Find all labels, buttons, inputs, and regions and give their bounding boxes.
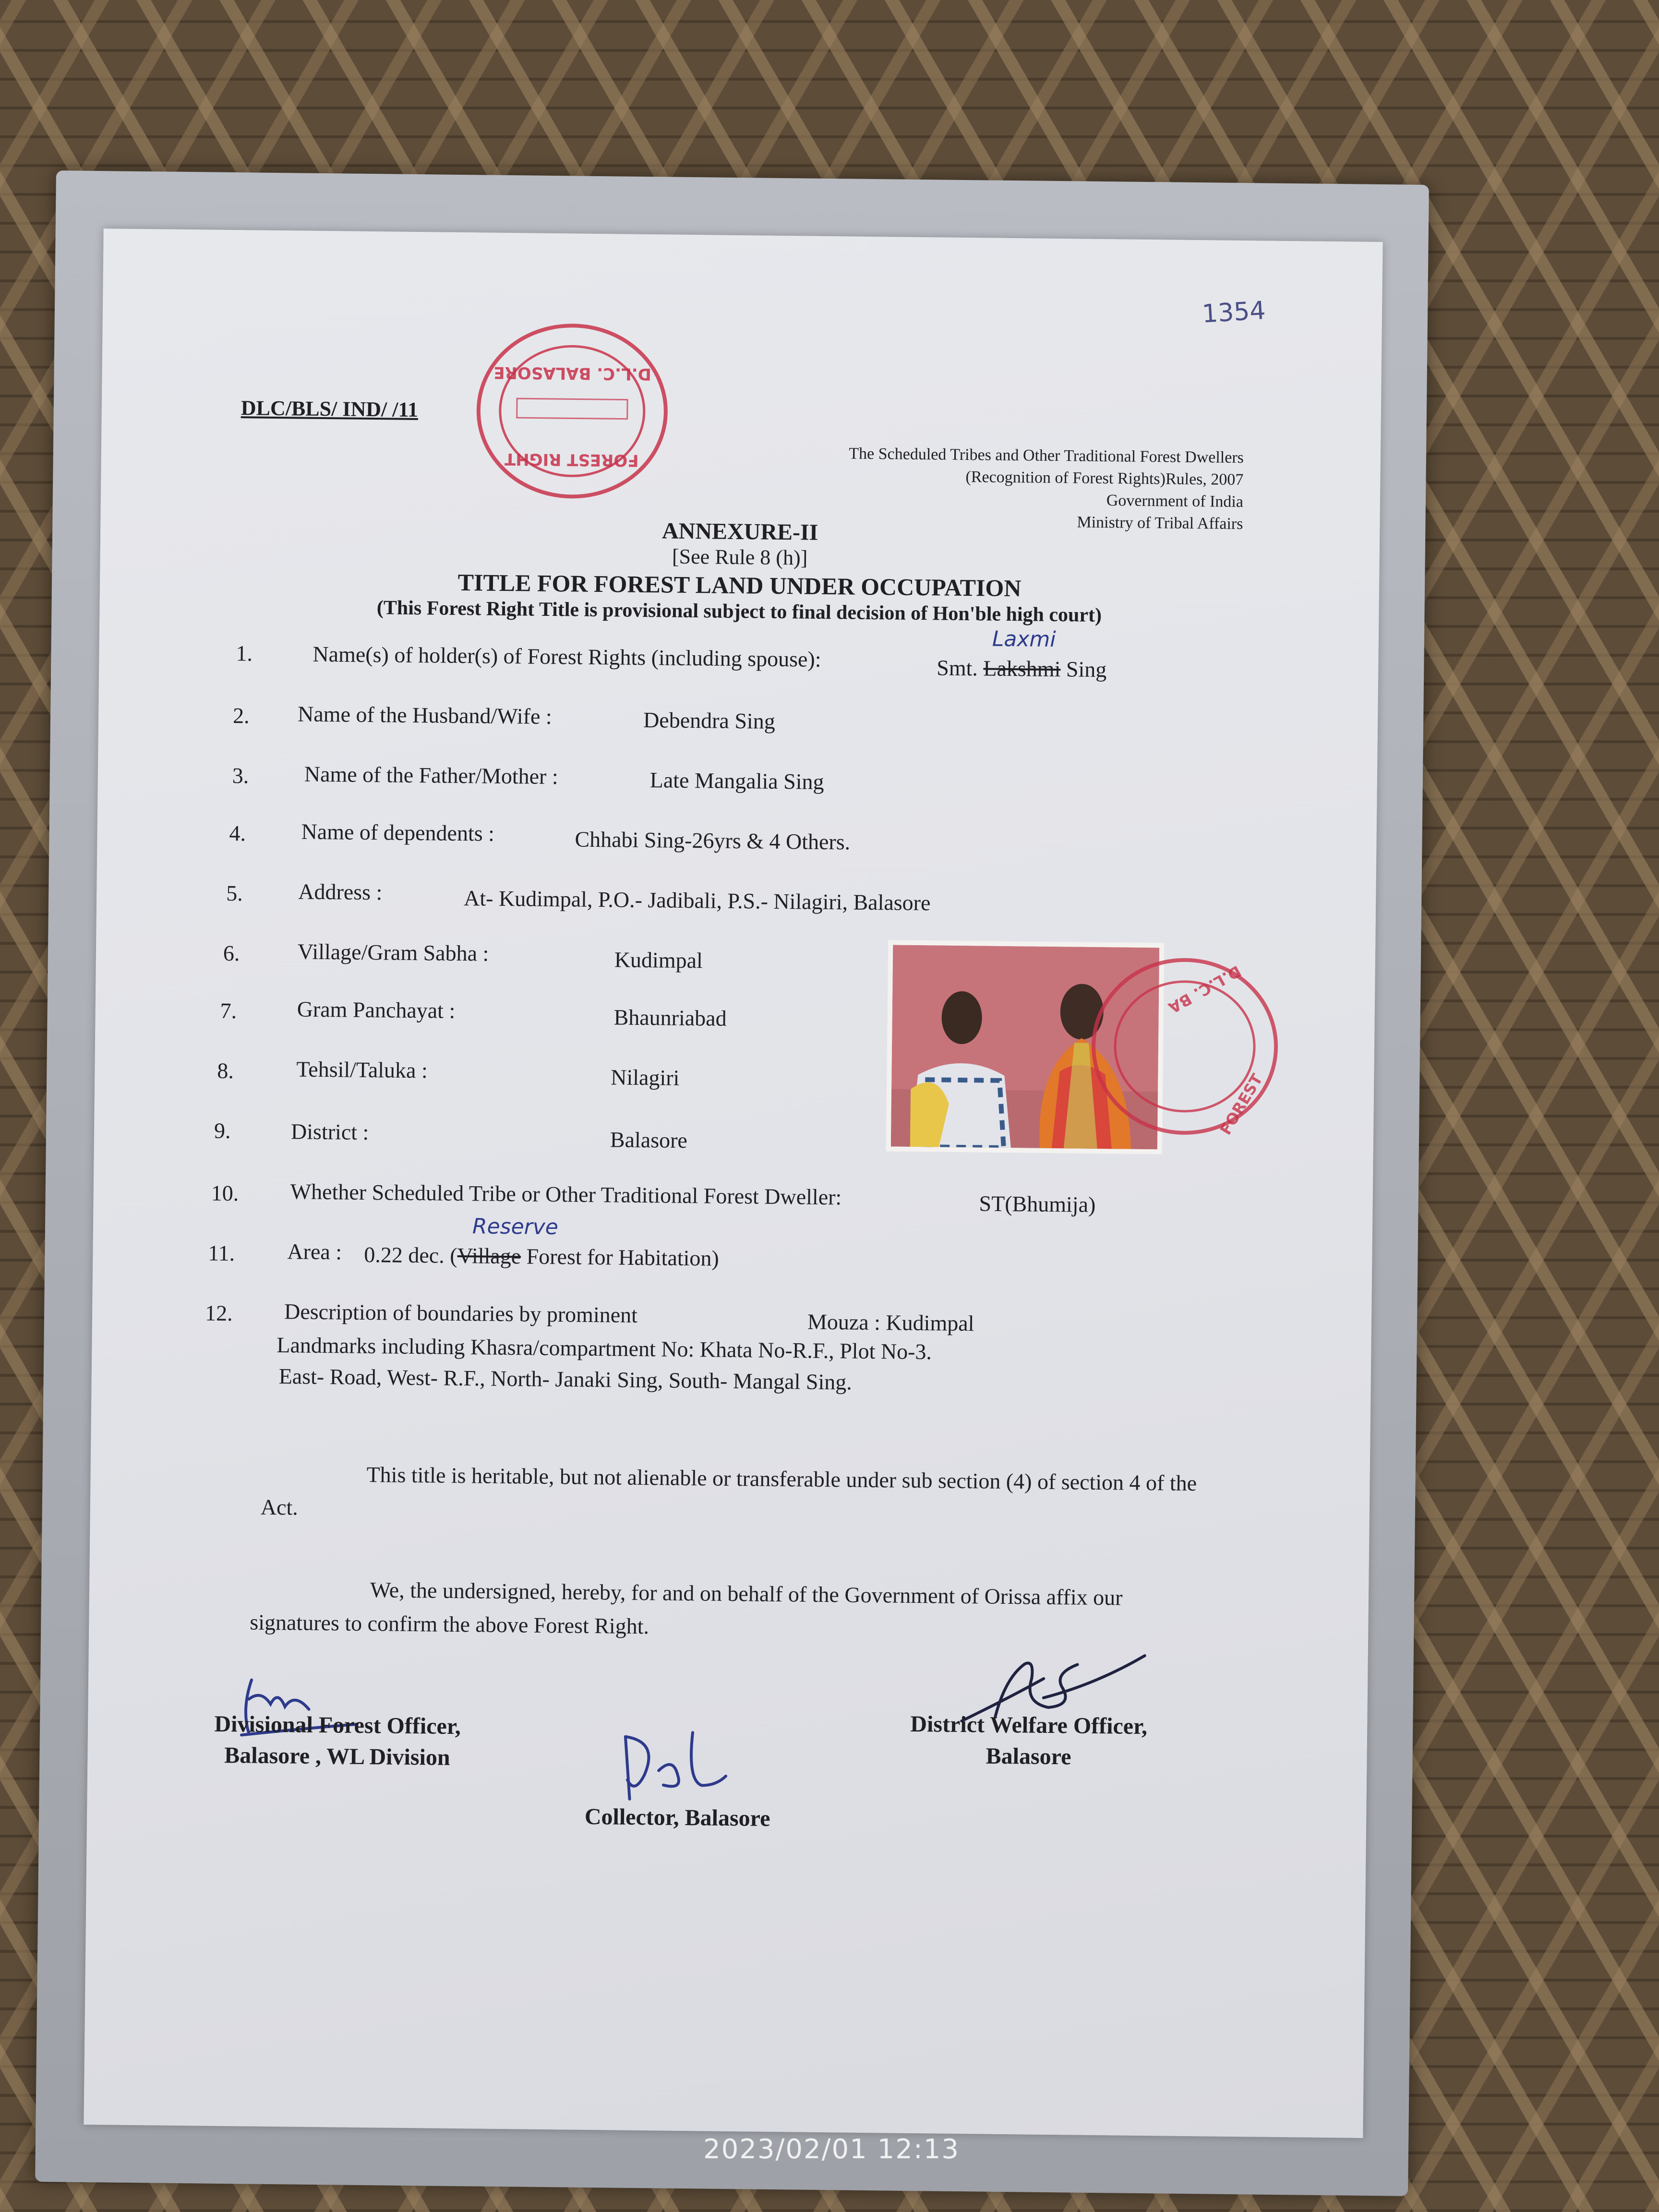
field-11-number: 11. — [208, 1240, 235, 1266]
collector-title: Collector, Balasore — [584, 1803, 770, 1831]
field-9-label: District : — [290, 1119, 369, 1145]
field-12-boundaries: East- Road, West- R.F., North- Janaki Sing, South- Mangal Sing. — [278, 1364, 853, 1395]
field-9-value: Balasore — [610, 1127, 688, 1153]
reference-number: DLC/BLS/ IND/ /11 — [240, 396, 419, 422]
field-11-struck-word: Village — [457, 1243, 521, 1269]
field-5-value: At- Kudimpal, P.O.- Jadibali, P.S.- Nilagiri, Balasore — [463, 886, 931, 915]
field-7-number: 7. — [220, 998, 237, 1023]
dfo-title-line-1: Divisional Forest Officer, — [214, 1711, 461, 1740]
field-3-label: Name of the Father/Mother : — [304, 761, 558, 789]
field-12-mouza: Mouza : Kudimpal — [807, 1309, 974, 1336]
field-10-label: Whether Scheduled Tribe or Other Traditional Forest Dweller: — [290, 1179, 842, 1210]
field-11-handwritten-correction: Reserve — [472, 1214, 559, 1240]
field-12-number: 12. — [204, 1300, 233, 1326]
svg-text:FOREST: FOREST — [1216, 1070, 1267, 1138]
annexure-heading: ANNEXURE-II — [661, 518, 818, 545]
field-11-suffix: Forest for Habitation) — [526, 1244, 720, 1271]
document-subtitle: (This Forest Right Title is provisional subject to final decision of Hon'ble high court) — [376, 597, 1102, 626]
collector-signature — [605, 1722, 750, 1810]
field-2-label: Name of the Husband/Wife : — [297, 701, 552, 729]
forest-right-seal-top — [470, 319, 674, 503]
field-3-number: 3. — [232, 763, 249, 788]
rules-header-line-2: (Recognition of Forest Rights)Rules, 2007 — [965, 468, 1244, 489]
field-12-landmarks: Landmarks including Khasra/compartment No: Khata No-R.F., Plot No-3. — [276, 1333, 932, 1364]
field-2-value: Debendra Sing — [643, 707, 776, 733]
dwo-title-line-1: District Welfare Officer, — [910, 1711, 1148, 1740]
field-5-number: 5. — [226, 880, 243, 906]
field-1-prefix: Smt. — [937, 655, 978, 681]
affirmation-paragraph: We, the undersigned, hereby, for and on behalf of the Government of Orissa affix our signatures to confirm the above Forest Right. — [250, 1577, 1123, 1639]
document-title: TITLE FOR FOREST LAND UNDER OCCUPATION — [457, 568, 1022, 602]
field-11-value — [364, 1242, 719, 1271]
field-6-value: Kudimpal — [614, 947, 703, 973]
field-8-number: 8. — [217, 1058, 234, 1083]
photo-timestamp: 2023/02/01 12:13 — [703, 2134, 960, 2165]
see-rule: [See Rule 8 (h)] — [672, 544, 808, 570]
field-10-value: ST(Bhumija) — [979, 1191, 1096, 1217]
handwritten-page-number: 1354 — [1201, 296, 1267, 329]
field-8-value: Nilagiri — [611, 1065, 680, 1090]
field-11-prefix: 0.22 dec. ( — [364, 1242, 457, 1268]
svg-text:D.L.C. BA: D.L.C. BA — [1165, 962, 1244, 1017]
field-1-surname: Sing — [1066, 657, 1107, 682]
field-2-number: 2. — [232, 703, 250, 728]
field-1-label: Name(s) of holder(s) of Forest Rights (including spouse): — [313, 641, 821, 672]
field-1-number: 1. — [236, 641, 253, 666]
field-8-label: Tehsil/Taluka : — [296, 1057, 428, 1083]
rules-header-line-3: Government of India — [1106, 492, 1244, 511]
heritable-paragraph: This title is heritable, but not alienable or transferable under sub section (4) of section 4 of the Act. — [260, 1462, 1197, 1520]
field-11-label: Area : — [287, 1239, 342, 1264]
field-7-value: Bhaunriabad — [613, 1005, 727, 1031]
svg-text:FOREST RIGHT: FOREST RIGHT — [504, 449, 639, 470]
field-4-number: 4. — [229, 820, 246, 846]
forest-right-title-document — [84, 228, 1382, 2138]
field-10-number: 10. — [211, 1180, 239, 1206]
field-4-value: Chhabi Sing-26yrs & 4 Others. — [575, 827, 851, 854]
field-12-label: Description of boundaries by prominent — [284, 1299, 638, 1327]
field-3-value: Late Mangalia Sing — [649, 768, 824, 794]
forest-right-seal-photo — [1083, 950, 1286, 1143]
dfo-title-line-2: Balasore , WL Division — [224, 1742, 450, 1770]
rules-header-line-4: Ministry of Tribal Affairs — [1077, 513, 1243, 533]
dwo-title-line-2: Balasore — [986, 1743, 1071, 1770]
field-6-number: 6. — [223, 940, 240, 966]
rules-header-line-1: The Scheduled Tribes and Other Traditional Forest Dwellers — [849, 445, 1244, 467]
field-7-label: Gram Panchayat : — [297, 997, 456, 1023]
field-9-number: 9. — [214, 1118, 231, 1143]
field-5-label: Address : — [298, 879, 383, 905]
field-4-label: Name of dependents : — [301, 819, 495, 846]
field-6-label: Village/Gram Sabha : — [297, 939, 489, 966]
field-1-value — [937, 655, 1107, 682]
field-1-handwritten-correction: Laxmi — [992, 626, 1056, 652]
svg-text:D.L.C. BALASORE: D.L.C. BALASORE — [493, 362, 652, 384]
field-1-struck-name: Lakshmi — [983, 656, 1061, 682]
